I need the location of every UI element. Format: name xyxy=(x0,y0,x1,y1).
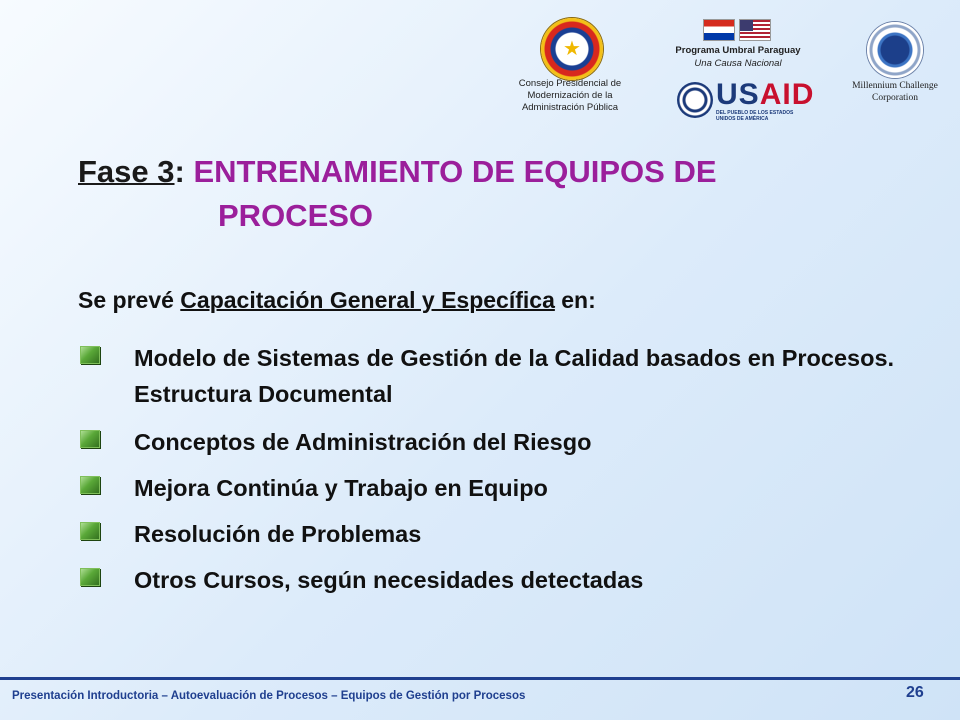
green-square-bullet-icon xyxy=(80,522,100,540)
title-colon: : xyxy=(174,154,185,189)
green-square-bullet-icon xyxy=(80,430,100,448)
bullet-text: Resolución de Problemas xyxy=(134,521,422,547)
flags-group xyxy=(704,20,770,40)
usaid-seal-icon xyxy=(677,82,713,118)
usaid-word-aid: AID xyxy=(759,78,815,111)
bullet-text: Otros Cursos, según necesidades detectadas xyxy=(134,567,644,593)
bullet-text: Modelo de Sistemas de Gestión de la Calidad basados en Procesos. Estructura Documental xyxy=(134,345,895,407)
programa-subtitle: Una Causa Nacional xyxy=(694,58,782,69)
paraguay-flag-icon xyxy=(704,20,734,40)
bullet-text: Conceptos de Administración del Riesgo xyxy=(134,429,592,455)
intro-sentence xyxy=(78,282,596,318)
bullet-text: Mejora Continúa y Trabajo en Equipo xyxy=(134,475,548,501)
usaid-word-us: US xyxy=(716,78,760,111)
consejo-label: Consejo Presidencial de Modernización de la Administración Pública xyxy=(518,78,622,113)
mcc-seal-icon xyxy=(867,22,923,78)
intro-prefix: Se prevé xyxy=(78,287,174,313)
paraguay-seal-icon: ★ xyxy=(541,18,603,80)
footer-text: Presentación Introductoria – Autoevaluación de Procesos – Equipos de Gestión por Procesos xyxy=(12,690,526,702)
page-number: 26 xyxy=(906,684,924,701)
intro-underlined: Capacitación General y Específica xyxy=(180,287,555,313)
intro-suffix: en: xyxy=(561,287,596,313)
us-flag-icon xyxy=(740,20,770,40)
usaid-tagline: DEL PUEBLO DE LOS ESTADOS UNIDOS DE AMÉRICA xyxy=(716,110,794,122)
usaid-logo xyxy=(716,80,814,110)
mcc-label: Millennium Challenge Corporation xyxy=(852,81,938,103)
title-line1: ENTRENAMIENTO DE EQUIPOS DE xyxy=(193,154,717,189)
green-square-bullet-icon xyxy=(80,476,100,494)
green-square-bullet-icon xyxy=(80,346,100,364)
slide-title xyxy=(78,150,918,194)
title-line2: PROCESO xyxy=(218,198,374,233)
title-fase: Fase 3 xyxy=(78,154,175,189)
green-square-bullet-icon xyxy=(80,568,100,586)
footer-divider xyxy=(0,677,960,680)
programa-title: Programa Umbral Paraguay xyxy=(675,45,801,56)
